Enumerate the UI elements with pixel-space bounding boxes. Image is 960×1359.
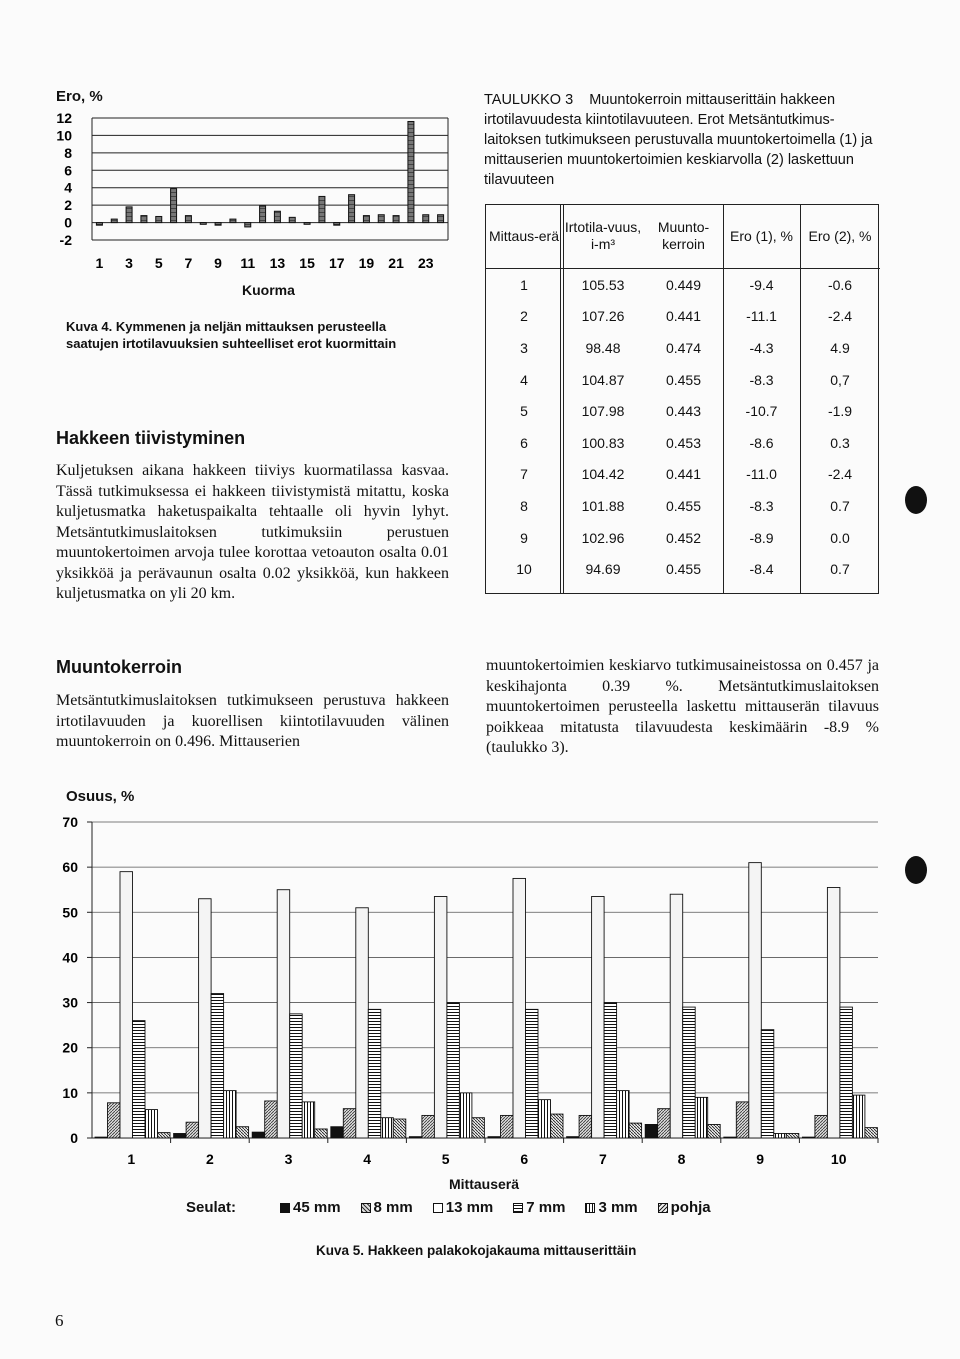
table-body — [486, 269, 880, 585]
chart2-bar — [786, 1133, 799, 1138]
legend-item — [433, 1199, 494, 1216]
chart2-bar — [290, 1014, 303, 1138]
table-cell: 0.455 — [665, 497, 702, 514]
chart2-bar — [331, 1127, 344, 1138]
chart2-bar — [551, 1114, 564, 1138]
chart2-bar — [683, 1007, 696, 1138]
chart1-bar — [185, 216, 191, 223]
table-row — [486, 522, 880, 554]
chart2-x-tick: 6 — [520, 1151, 529, 1167]
legend-label: pohja — [670, 1199, 711, 1216]
table-cell: -8.9 — [749, 529, 774, 546]
section-heading-tiivistyminen: Hakkeen tiivistyminen — [56, 428, 246, 448]
chart2-bar — [356, 908, 369, 1138]
table-cell: -10.7 — [745, 403, 778, 420]
table-cell: 5 — [520, 403, 528, 420]
chart2-bar — [265, 1101, 278, 1138]
chart2-bar — [211, 994, 224, 1138]
chart2-bar — [761, 1030, 774, 1138]
table-cell: 0.452 — [665, 529, 702, 546]
chart1-bar — [319, 196, 325, 222]
legend-label: 13 mm — [445, 1199, 494, 1216]
chart2-bar — [447, 1003, 460, 1138]
table-cell: 104.42 — [581, 466, 625, 483]
table-cell: -8.3 — [749, 371, 774, 388]
table-row — [486, 269, 880, 301]
chart2-bar — [827, 887, 840, 1138]
chart2-bar — [315, 1129, 328, 1138]
chart2-x-label: Mittauserä — [449, 1176, 520, 1192]
chart1-x-tick: 1 — [95, 255, 104, 271]
chart1-bar — [141, 216, 147, 223]
table-cell: 0,7 — [830, 371, 850, 388]
chart2-bar — [513, 878, 526, 1138]
table-caption-number: TAULUKKO 3 — [484, 92, 574, 108]
table-cell: -11.0 — [746, 466, 777, 483]
table-cell: -2.4 — [827, 466, 853, 483]
table-caption-text: Muuntokerroin mittauserittäin hakkeen irtotilavuudesta kiintotilavuuteen. Erot Metsäntutkimuslaitoksen tutkimukseen perustuvalla muuntokertoimella (1) ja mittauserien muuntokertoimien keskiarvolla (2) laskettuun tilavuuteen — [484, 92, 873, 188]
legend-swatch — [658, 1203, 668, 1213]
table-cell: 0.453 — [665, 434, 702, 451]
chart2-bar — [422, 1115, 435, 1138]
legend-label: 3 mm — [598, 1199, 638, 1216]
chart2-x-tick: 4 — [363, 1151, 371, 1167]
chart2-bar — [133, 1021, 146, 1138]
legend-item — [280, 1199, 341, 1216]
table-row — [486, 427, 880, 459]
chart2-y-tick: 50 — [62, 904, 78, 921]
table-cell: 0.449 — [665, 276, 702, 293]
chart2-bar — [617, 1091, 630, 1138]
table-cell: 0.455 — [665, 371, 702, 388]
chart1-caption: Kuva 4. Kymmenen ja neljän mittauksen perusteella saatujen irtotilavuuksien suhteelliset erot kuormittain — [66, 319, 397, 351]
chart2-bar — [592, 896, 605, 1138]
table-header-cell: Ero (1), % — [723, 204, 800, 269]
chart2-bar — [774, 1133, 787, 1138]
chart1-plot — [50, 108, 460, 298]
chart2-plot — [40, 808, 890, 1173]
punch-hole-mark — [905, 486, 927, 514]
chart1-bar — [111, 219, 117, 222]
chart1-x-tick: 9 — [214, 255, 222, 271]
chart1-x-tick: 17 — [328, 255, 345, 271]
chart2-bar — [538, 1100, 551, 1138]
legend-swatch — [513, 1203, 523, 1213]
table-cell: 8 — [520, 497, 528, 514]
chart2-x-tick: 5 — [441, 1151, 450, 1167]
chart2-bar — [120, 872, 133, 1138]
chart2-x-tick: 7 — [599, 1151, 607, 1167]
chart1-y-tick: 0 — [64, 214, 72, 231]
table-cell: 0.474 — [665, 339, 702, 356]
chart2-y-tick: 70 — [62, 814, 78, 830]
chart1-bar — [156, 216, 162, 222]
legend-item — [513, 1199, 565, 1216]
chart2-bar — [865, 1128, 878, 1138]
chart2-y-tick: 60 — [62, 859, 78, 876]
table-cell: 4 — [520, 371, 528, 388]
chart2-bar — [108, 1103, 121, 1138]
chart2-bar — [186, 1122, 199, 1138]
table-cell: 107.98 — [581, 403, 625, 420]
chart2-bar — [145, 1110, 158, 1138]
table-header-row — [486, 204, 880, 269]
chart1-bar — [171, 189, 177, 223]
chart1-bar — [378, 215, 384, 223]
chart1-bar — [349, 195, 355, 223]
table-cell: 10 — [516, 561, 532, 578]
table-cell: 0.7 — [830, 561, 850, 578]
chart2-bar — [604, 1003, 617, 1138]
chart1-x-tick: 7 — [184, 255, 193, 271]
chart2-bar — [409, 1137, 422, 1138]
chart1-x-tick: 21 — [388, 255, 404, 271]
legend-item — [585, 1199, 637, 1216]
table-cell: 105.53 — [581, 276, 625, 293]
chart2-bar — [645, 1124, 658, 1138]
table-cell: 7 — [520, 466, 528, 483]
chart2-y-tick: 20 — [62, 1039, 78, 1056]
chart1-bar — [423, 215, 429, 223]
chart2-bar — [695, 1097, 708, 1138]
chart2-x-tick: 1 — [127, 1151, 136, 1167]
legend-label: 7 mm — [526, 1199, 566, 1216]
chart2-bar — [736, 1102, 749, 1138]
chart2-bar — [381, 1118, 394, 1138]
table-cell: 104.87 — [581, 371, 625, 388]
chart2-bar — [708, 1124, 721, 1138]
table-cell: 2 — [520, 308, 528, 325]
table-cell: -4.3 — [749, 339, 774, 356]
chart1-x-tick: 11 — [240, 255, 256, 271]
table-cell: -8.4 — [749, 561, 774, 578]
chart2-bar — [567, 1137, 580, 1138]
chart2-bar — [488, 1137, 501, 1138]
table-cell: -2.4 — [827, 308, 853, 325]
chart2-legend — [186, 1199, 731, 1216]
chart2-bar — [343, 1109, 356, 1138]
chart1-y-tick: 8 — [64, 144, 72, 161]
chart1-x-tick: 19 — [358, 255, 375, 271]
chart2-bar — [658, 1109, 671, 1138]
legend-swatch — [361, 1203, 371, 1213]
chart2-y-tick: 40 — [62, 949, 78, 966]
conversion-table — [486, 204, 880, 585]
table-row — [486, 364, 880, 396]
table-caption — [484, 90, 884, 190]
chart1-bar — [260, 206, 266, 223]
legend-label: 8 mm — [373, 1199, 413, 1216]
page-number: 6 — [55, 1311, 64, 1330]
chart1-bar — [438, 215, 444, 223]
chart1-bar — [96, 223, 102, 226]
chart1-y-tick: 10 — [56, 127, 72, 144]
chart1-x-tick: 13 — [269, 255, 286, 271]
chart2-bar — [393, 1119, 406, 1138]
chart2-y-tick: 10 — [62, 1084, 78, 1101]
chart2-bar — [158, 1133, 171, 1138]
chart2-bar — [579, 1115, 592, 1138]
chart2-x-tick: 9 — [756, 1151, 764, 1167]
chart1-bar — [363, 216, 369, 223]
table-cell: -8.6 — [749, 434, 774, 451]
chart2-bar — [302, 1102, 315, 1138]
table-cell: 107.26 — [581, 308, 625, 325]
table-cell: 1 — [520, 276, 528, 293]
chart1-y-tick: 6 — [64, 162, 72, 179]
chart1-y-tick: 12 — [56, 110, 72, 126]
table-cell: 6 — [520, 434, 528, 451]
table-cell: 0.443 — [665, 403, 702, 420]
table-cell: 101.88 — [581, 497, 625, 514]
chart2-bar — [840, 1007, 853, 1138]
chart2-bar — [749, 863, 762, 1138]
chart1-y-tick: 4 — [64, 179, 72, 196]
chart1-bar — [289, 217, 295, 222]
chart1-bar — [126, 207, 132, 223]
table-cell: 100.83 — [581, 434, 625, 451]
chart2-bar — [368, 1009, 381, 1138]
section-text-muuntokerroin-left: Metsäntutkimuslaitoksen tutkimukseen perustuva hakkeen irtotilavuuden ja kuorellisen kiintotilavuuden välinen muuntokerroin on 0.496. Mittauserien — [56, 692, 449, 750]
chart2-y-label: Osuus, % — [66, 788, 135, 805]
chart1-bar — [230, 219, 236, 222]
table-header-cell: Mittaus-erä — [486, 204, 562, 269]
table-header-cell: Ero (2), % — [800, 204, 880, 269]
chart1-x-tick: 3 — [125, 255, 133, 271]
section-text-tiivistyminen: Kuljetuksen aikana hakkeen tiiviys kuormatilassa kasvaa. Tässä tutkimuksessa ei hakkeen tiivistymistä mitattu, koska kuljetusmatka haketuspaikalta tehtaalle oli hyvin lyhyt. Metsäntutkimuslaitoksen tutkimuksiin perustuen muuntokertoimen arvoja tulee korottaa vetoauton osalta 0.01 yksikköä ja perävaunun osalta 0.02 yksikköä, kun hakkeen kuljetusmatka on yli 20 km. — [56, 462, 449, 602]
chart2-bar — [174, 1133, 187, 1138]
table-cell: 0.3 — [830, 434, 850, 451]
table-row — [486, 332, 880, 364]
chart1-y-tick: 2 — [64, 197, 72, 214]
legend-item — [361, 1199, 413, 1216]
chart2-bar — [724, 1137, 737, 1138]
table-cell: 0.441 — [665, 308, 702, 325]
chart1-x-tick: 15 — [299, 255, 315, 271]
chart2-x-tick: 10 — [830, 1151, 847, 1167]
chart2-bar — [802, 1137, 815, 1138]
table-cell: 0.455 — [665, 561, 702, 578]
table-cell: 4.9 — [830, 339, 850, 356]
legend-swatch — [433, 1203, 443, 1213]
legend-swatch — [280, 1203, 290, 1213]
chart2-x-tick: 2 — [206, 1151, 214, 1167]
chart2-bar — [224, 1091, 237, 1138]
table-cell: 102.96 — [581, 529, 625, 546]
table-cell: 3 — [520, 339, 528, 356]
chart2-bar — [236, 1127, 249, 1138]
table-cell: -9.4 — [749, 276, 774, 293]
chart1-bar — [304, 223, 310, 225]
chart1-bar — [245, 223, 251, 227]
legend-label: 45 mm — [293, 1199, 341, 1216]
chart2-caption: Kuva 5. Hakkeen palakokojakauma mittauserittäin — [316, 1243, 637, 1258]
table-cell: -0.6 — [827, 276, 853, 293]
table-cell: 0.7 — [830, 497, 850, 514]
chart2-bar — [852, 1095, 865, 1138]
chart2-bar — [459, 1093, 472, 1138]
chart2-bar — [252, 1132, 265, 1138]
chart2-x-tick: 8 — [677, 1151, 686, 1167]
section-text-muuntokerroin-right: muuntokertoimien keskiarvo tutkimusaineistossa on 0.457 ja keskihajonta 0.39 %. Metsäntutkimuslaitoksen muuntokertoimen perusteella laskettu mittauserän tilavuus poikkeaa mitatusta tilavuudesta keskimäärin -8.9 % (taulukko 3). — [486, 657, 879, 756]
chart2-bar — [501, 1115, 514, 1138]
chart2-bar — [526, 1009, 539, 1138]
legend-swatch — [585, 1203, 595, 1213]
table-row — [486, 395, 880, 427]
legend-title: Seulat: — [186, 1199, 237, 1216]
table-cell: 98.48 — [585, 339, 621, 356]
chart1-bar — [200, 223, 206, 225]
table-row — [486, 301, 880, 333]
chart1-bar — [408, 121, 414, 222]
section-heading-muuntokerroin: Muuntokerroin — [56, 657, 182, 677]
chart2-y-tick: 0 — [70, 1130, 78, 1146]
chart1-bar — [334, 223, 340, 226]
chart2-bar — [629, 1123, 642, 1138]
chart1-x-label: Kuorma — [242, 282, 295, 298]
chart1-bar — [393, 216, 399, 223]
legend-item — [658, 1199, 711, 1216]
chart1-bar — [215, 223, 221, 226]
chart1-y-label: Ero, % — [56, 88, 103, 105]
table-header-cell: Muunto-kerroin — [644, 204, 723, 269]
table-row — [486, 459, 880, 491]
chart1-bar — [274, 211, 280, 222]
table-header-cell: Irtotila-vuus, i-m³ — [562, 204, 644, 269]
table-cell: -1.9 — [827, 403, 853, 420]
chart1-x-tick: 23 — [417, 255, 434, 271]
table-row — [486, 490, 880, 522]
table-row — [486, 553, 880, 585]
chart2-bar — [472, 1118, 485, 1138]
chart1-x-tick: 5 — [154, 255, 163, 271]
table-cell: -11.1 — [746, 308, 777, 325]
table-cell: 0.441 — [665, 466, 702, 483]
chart2-bar — [95, 1137, 108, 1138]
punch-hole-mark — [905, 856, 927, 884]
chart1-y-tick: -2 — [59, 232, 72, 248]
table-cell: 94.69 — [585, 561, 621, 578]
chart2-bar — [434, 896, 447, 1138]
chart2-bar — [670, 894, 683, 1138]
chart2-bar — [815, 1115, 828, 1138]
table-cell: -8.3 — [749, 497, 774, 514]
chart2-y-tick: 30 — [62, 994, 78, 1011]
table-cell: 9 — [520, 529, 528, 546]
table-cell: 0.0 — [830, 529, 850, 546]
chart2-x-tick: 3 — [284, 1151, 293, 1167]
chart2-bar — [277, 890, 290, 1138]
chart2-bar — [199, 899, 212, 1138]
